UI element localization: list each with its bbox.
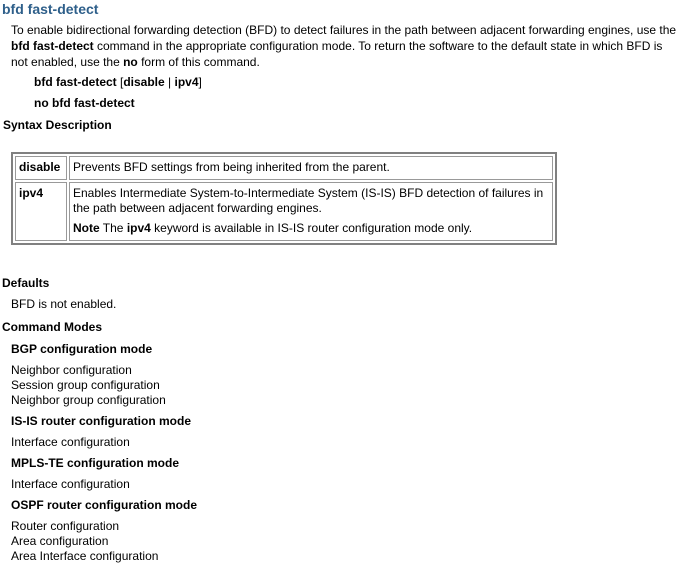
table-row — [15, 182, 553, 241]
list-item: Router configuration — [11, 519, 120, 533]
defaults-text: BFD is not enabled. — [11, 297, 117, 311]
defaults-heading: Defaults — [2, 276, 50, 290]
ospf-mode-heading: OSPF router configuration mode — [11, 498, 198, 512]
syntax-bracket-close: ] — [198, 75, 202, 89]
description-cell: Prevents BFD settings from being inherited from the parent. — [69, 156, 553, 180]
syntax-description-table — [11, 152, 557, 245]
note-text-2: keyword is available in IS-IS router configuration mode only. — [150, 221, 473, 235]
ipv4-note — [73, 221, 549, 236]
syntax-option-disable: disable — [123, 75, 165, 89]
table-row — [15, 156, 553, 180]
syntax-command: bfd fast-detect — [34, 75, 117, 89]
command-modes-heading: Command Modes — [2, 320, 103, 334]
syntax-option-ipv4: ipv4 — [174, 75, 199, 89]
list-item: Interface configuration — [11, 477, 130, 491]
keyword-cell: disable — [15, 156, 67, 180]
note-label: Note — [73, 221, 100, 235]
intro-text-1: To enable bidirectional forwarding detection (BFD) to detect failures in the path between adjacent forwarding engines, use the — [11, 23, 677, 37]
list-item: Neighbor configuration — [11, 363, 132, 377]
ipv4-description: Enables Intermediate System-to-Intermediate System (IS-IS) BFD detection of failures in the path between adjacent forwarding engines. — [73, 186, 544, 215]
note-keyword: ipv4 — [126, 221, 151, 235]
intro-text-2: command in the appropriate configuration mode. To return the software to the default state in which BFD is not enabled, use the — [11, 39, 663, 69]
list-item: Session group configuration — [11, 378, 160, 392]
syntax-separator: | — [164, 75, 175, 89]
bgp-mode-heading: BGP configuration mode — [11, 342, 153, 356]
description-cell — [69, 182, 553, 241]
list-item: Neighbor group configuration — [11, 393, 166, 407]
syntax-bracket-open: [ — [116, 75, 124, 89]
note-text-1: The — [99, 221, 127, 235]
keyword-cell: ipv4 — [15, 182, 67, 241]
list-item: Interface configuration — [11, 435, 130, 449]
page-title: bfd fast-detect — [2, 1, 99, 17]
intro-paragraph — [11, 22, 681, 70]
intro-text-3: form of this command. — [137, 55, 260, 69]
syntax-line-2: no bfd fast-detect — [34, 96, 135, 110]
list-item: Area configuration — [11, 534, 109, 548]
intro-command: bfd fast-detect — [11, 39, 94, 53]
isis-mode-heading: IS-IS router configuration mode — [11, 414, 192, 428]
mpls-mode-heading: MPLS-TE configuration mode — [11, 456, 179, 470]
syntax-description-heading: Syntax Description — [3, 118, 112, 132]
intro-no-keyword: no — [123, 55, 138, 69]
list-item: Area Interface configuration — [11, 549, 159, 563]
syntax-line-1 — [34, 75, 202, 89]
